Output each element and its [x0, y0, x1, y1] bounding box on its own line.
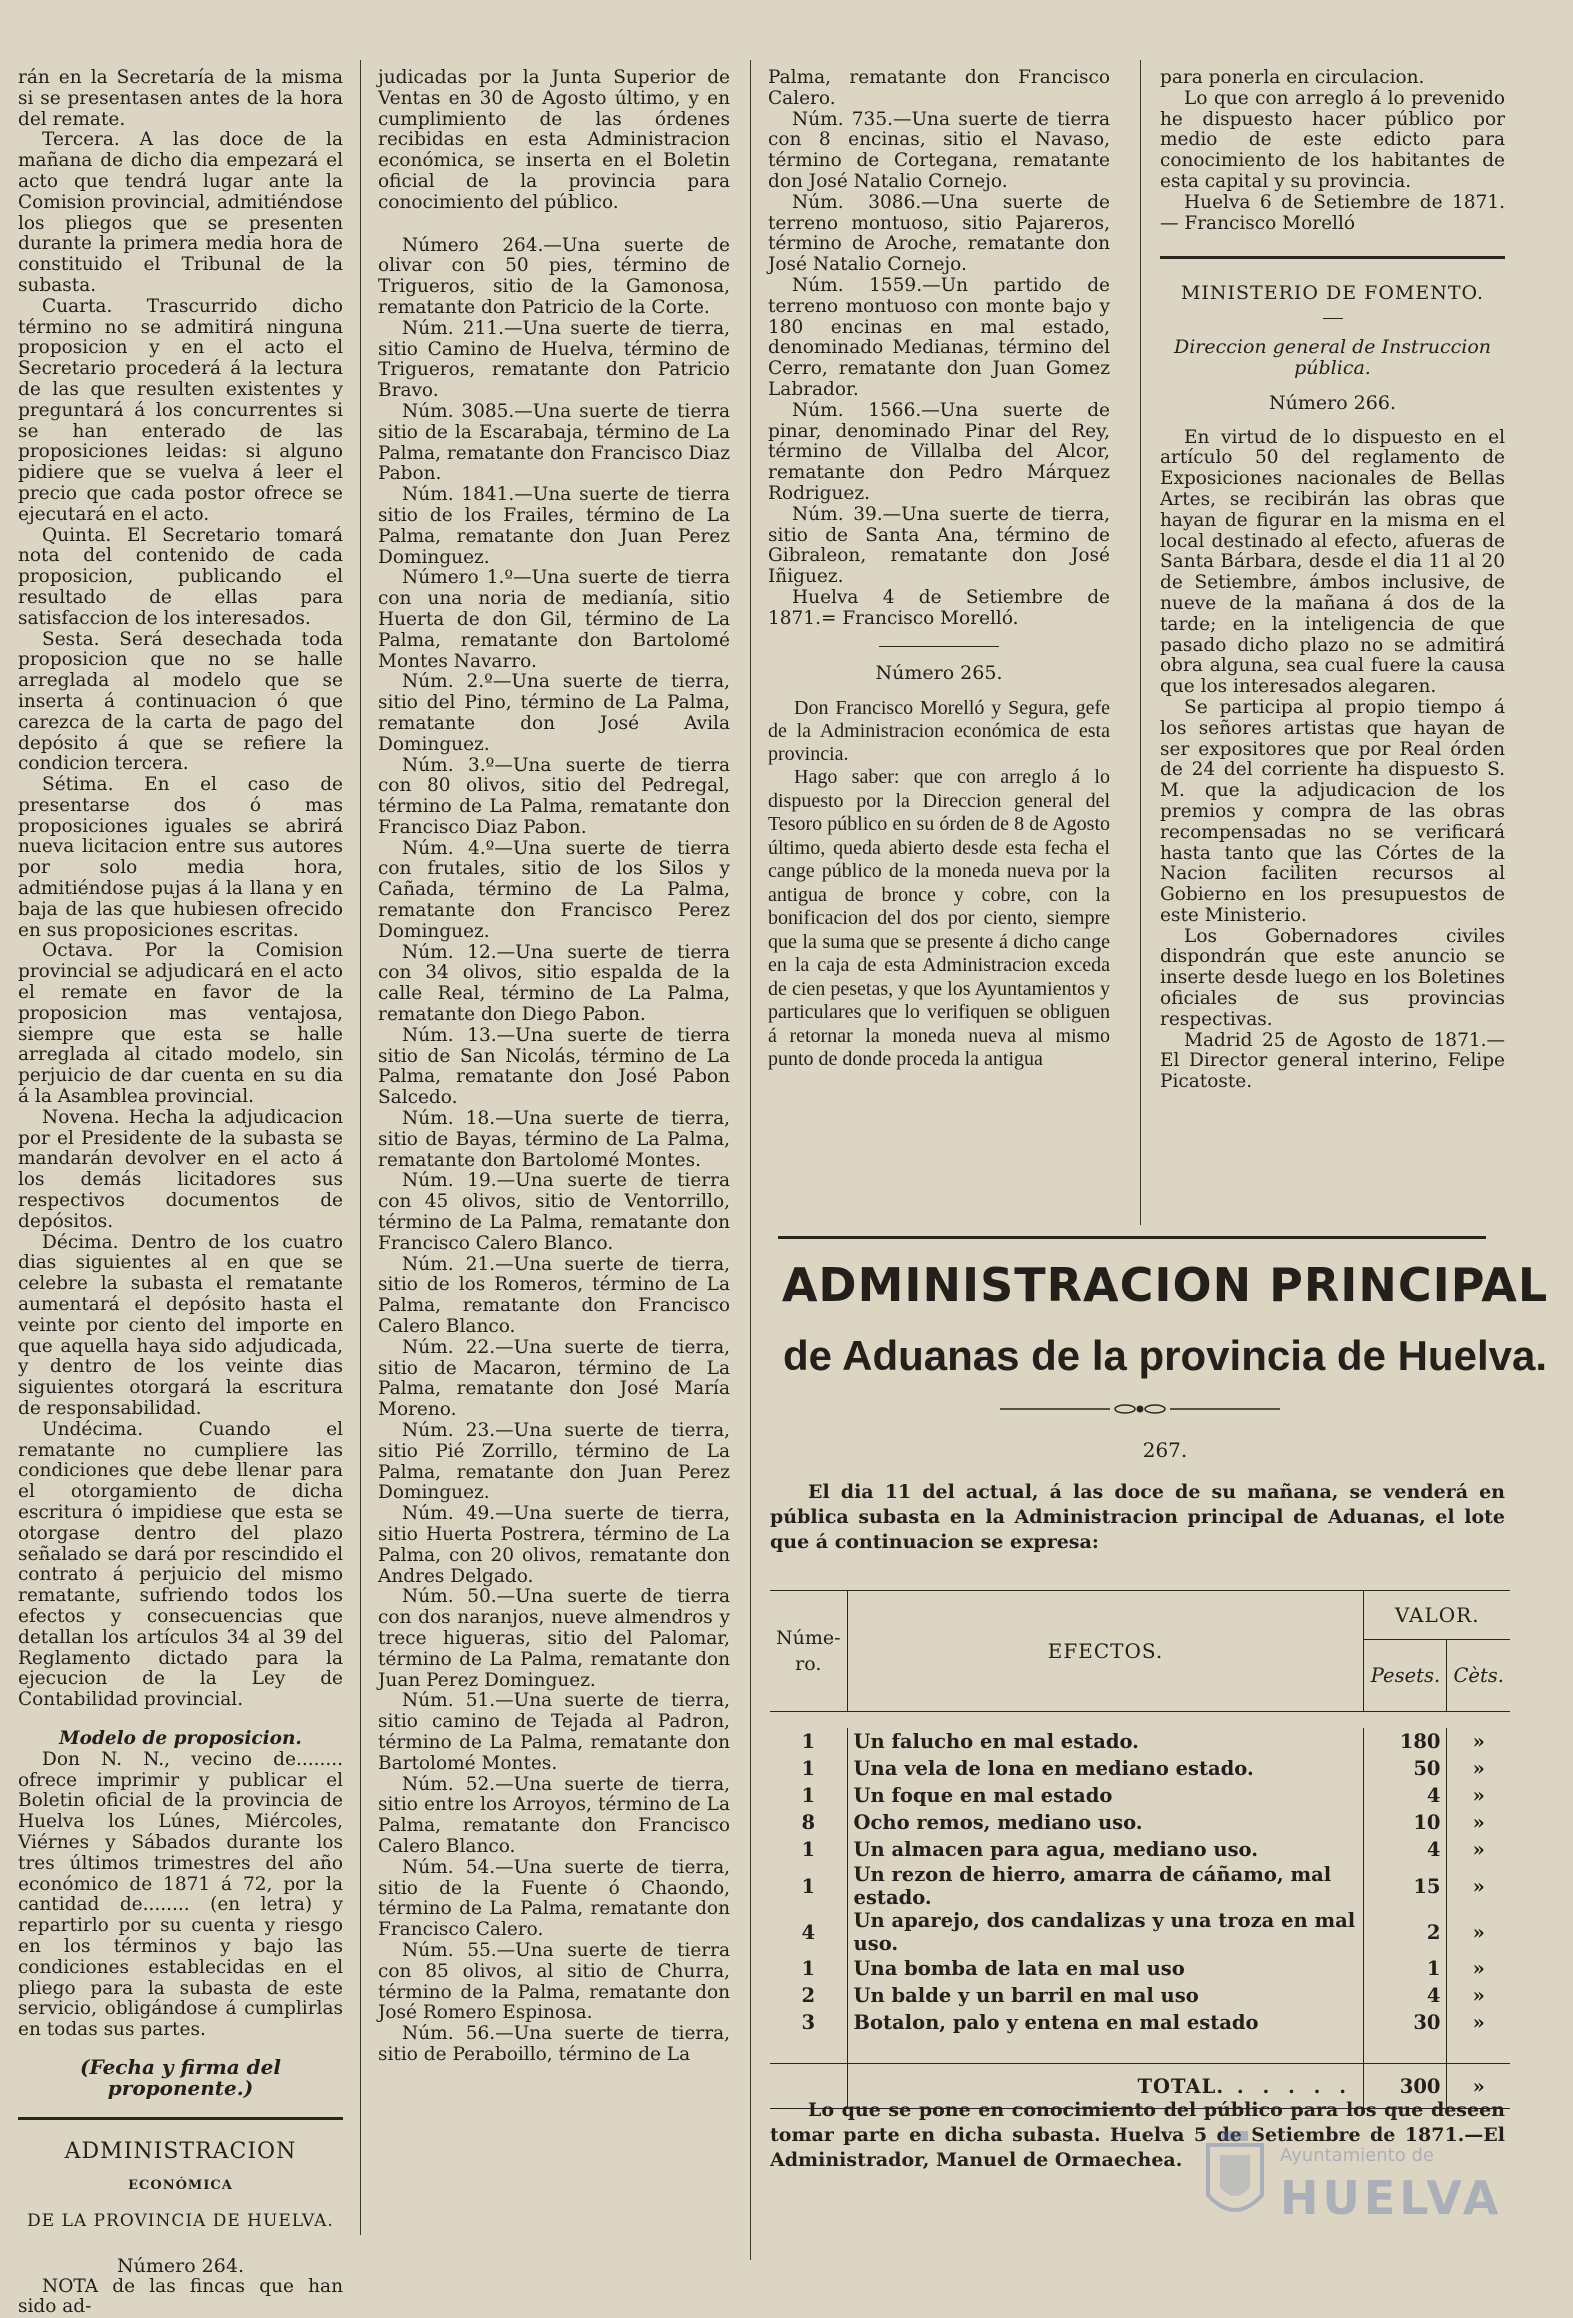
direction-heading: Direccion general de Instruccion pública.	[1173, 336, 1492, 379]
lot-entry: Núm. 3.º—Una suerte de tierra con 80 olivos, sitio del Pedregal, término de La Palma, rematante don Francisco Diaz Pabon.	[378, 754, 730, 838]
item-pesetas: 10	[1364, 1809, 1447, 1836]
item-pesetas: 2	[1364, 1909, 1447, 1955]
lot-entry: Núm. 12.—Una suerte de tierra con 34 olivos, sitio espalda de la calle Real, término de La Palma, rematante don Diego Pabon.	[378, 941, 730, 1026]
notice-number: Número 266.	[1269, 391, 1396, 414]
section-rule	[18, 2117, 343, 2120]
item-cts: »	[1447, 1863, 1510, 1909]
item-number: 4	[801, 1920, 816, 1944]
column-rule	[750, 60, 751, 2260]
section-rule	[1160, 256, 1505, 259]
item-cts: »	[1447, 1728, 1510, 1755]
item-number: 8	[801, 1811, 816, 1834]
lot-entry: Núm. 13.—Una suerte de tierra sitio de San Nicolás, término de La Palma, rematante don José Pabon Salcedo.	[378, 1024, 730, 1109]
item-description: Un rezon de hierro, amarra de cáñamo, mal estado.	[847, 1863, 1364, 1909]
model-title: Modelo de proposicion.	[59, 1727, 302, 1749]
lot-entry: Núm. 2.º—Una suerte de tierra, sitio del Pino, término de La Palma, rematante don José Avila Dominguez.	[378, 671, 730, 755]
item-description: Una vela de lona en mediano estado.	[847, 1755, 1364, 1782]
customs-subtitle: de Aduanas de la provincia de Huelva.	[782, 1332, 1548, 1379]
item-pesetas: 30	[1364, 2009, 1447, 2036]
total-pesetas: 300	[1364, 2064, 1447, 2109]
lot-entry: Núm. 211.—Una suerte de tierra, sitio Camino de Huelva, término de Trigueros, rematante don Patricio Bravo.	[378, 317, 730, 402]
item-number: 1	[801, 1874, 816, 1898]
lot-entry: Número 1.º—Una suerte de tierra con una noria de medianía, sitio Huerta de don Gil, término de La Palma, rematante don Bartolomé Montes Navarro.	[378, 567, 730, 672]
item-cts: »	[1447, 1782, 1510, 1809]
lot-entry: Núm. 3085.—Una suerte de tierra sitio de la Escarabaja, término de La Palma, rematante don Francisco Diaz Pabon.	[378, 400, 730, 485]
model-text: Don N. N., vecino de........ ofrece imprimir y publicar el Boletin oficial de la provincia de Huelva los Lúnes, Miércoles, Viérnes y Sábados durante los tres últimos trimestres del año económico de 1871 á 72, por la cantidad de........ (en letra) y repartirlo por su cuenta y riesgo en los términos y bajo las condiciones establecidas en el pliego para la subasta de este servicio, obligándose á cumplirlas en todas sus partes.	[18, 1748, 343, 2041]
lot-entry: Núm. 22.—Una suerte de tierra, sitio de Macaron, término de La Palma, rematante don José María Moreno.	[378, 1336, 730, 1421]
column-4	[1160, 68, 1505, 1093]
intro-text: El dia 11 del actual, á las doce de su mañana, se venderá en pública subasta en la Administracion principal de Aduanas, el lote que á continuacion se expresa:	[770, 1481, 1505, 1553]
item-description: Un falucho en mal estado.	[847, 1728, 1364, 1755]
lot-entry: Núm. 4.º—Una suerte de tierra con frutales, sitio de los Silos y Cañada, término de La Palma, rematante don Francisco Perez Dominguez.	[378, 837, 730, 942]
column-3	[768, 68, 1110, 1072]
paragraph: Tercera. A las doce de la mañana de dicho dia empezará el acto que tendrá lugar ante la Comision provincial, admitiéndose los pliegos que se presenten durante la primera media hora de constituido el Tribunal de la subasta.	[18, 129, 343, 296]
header-valor: VALOR.	[1364, 1591, 1510, 1640]
lot-entry: Núm. 3086.—Una suerte de terreno montuoso, sitio Pajareros, término de Aroche, rematante don José Natalio Cornejo.	[768, 191, 1110, 276]
model-signature: (Fecha y firma del proponente.)	[80, 2054, 281, 2100]
customs-intro	[770, 1480, 1505, 1555]
lot-entry: Núm. 18.—Una suerte de tierra, sitio de Bayas, término de La Palma, rematante don Bartolomé Montes.	[378, 1108, 730, 1171]
paragraph: Cuarta. Trascurrido dicho término no se admitirá ninguna proposicion y en el acto el Secretario procederá á la lectura de las que resulten existentes y preguntará á los concurrentes si se han enterado de las proposiciones leidas: si alguno pidiere que se vuelva á leer el precio que cada postor ofrece se ejecutará en el acto.	[18, 295, 343, 525]
lot-entry: Núm. 55.—Una suerte de tierra con 85 olivos, al sitio de Churra, término de la Palma, rematante don José Romero Espinosa.	[378, 1939, 730, 2024]
table-row	[770, 1782, 1510, 1809]
separator	[1323, 318, 1343, 319]
column-rule	[1140, 60, 1141, 1225]
table-header-row	[770, 1591, 1510, 1640]
item-cts: »	[1447, 2009, 1510, 2036]
lot-entry: Núm. 54.—Una suerte de tierra, sitio de la Fuente ó Chaondo, término de La Palma, rematante don Francisco Calero.	[378, 1856, 730, 1941]
table-row	[770, 1909, 1510, 1955]
item-pesetas: 50	[1364, 1755, 1447, 1782]
item-number: 1	[801, 1784, 816, 1807]
item-pesetas: 180	[1364, 1728, 1447, 1755]
lot-entry: Núm. 21.—Una suerte de tierra, sitio de los Romeros, término de La Palma, rematante don Francisco Calero Blanco.	[378, 1253, 730, 1338]
item-description: Un aparejo, dos candalizas y una troza en mal uso.	[847, 1909, 1364, 1955]
ministry-heading: MINISTERIO DE FOMENTO.	[1180, 282, 1485, 305]
item-description: Ocho remos, mediano uso.	[847, 1809, 1364, 1836]
customs-title: ADMINISTRACION PRINCIPAL	[781, 1258, 1549, 1312]
signature: Huelva 4 de Setiembre de 1871.= Francisco Morelló.	[768, 586, 1110, 629]
item-cts: »	[1447, 1836, 1510, 1863]
table-row	[770, 1863, 1510, 1909]
item-number: 1	[801, 1957, 816, 1980]
item-number: 2	[801, 1984, 816, 2007]
item-pesetas: 4	[1364, 1982, 1447, 2009]
goods-table-body	[770, 1712, 1510, 2064]
crest-icon	[1200, 2125, 1270, 2235]
signature: Huelva 6 de Setiembre de 1871. — Francisco Morelló	[1160, 191, 1505, 234]
item-pesetas: 15	[1364, 1863, 1447, 1909]
notice-number: Número 264.	[117, 2254, 244, 2277]
paragraph: para ponerla en circulacion.	[1160, 67, 1425, 88]
lot-entry: Núm. 1841.—Una suerte de tierra sitio de los Frailes, término de La Palma, rematante don Juan Perez Dominguez.	[378, 484, 730, 568]
item-number: 3	[801, 2011, 816, 2034]
header-numero: Núme-ro.	[770, 1591, 847, 1712]
ornament-divider	[1000, 1402, 1280, 1416]
goods-table	[770, 1590, 1510, 2109]
lot-entry: Núm. 56.—Una suerte de tierra, sitio de Peraboillo, término de La	[378, 2023, 730, 2065]
table-row	[770, 1809, 1510, 1836]
header-efectos: EFECTOS.	[847, 1591, 1364, 1712]
lot-entry: Núm. 19.—Una suerte de tierra con 45 olivos, sitio de Ventorrillo, término de La Palma, rematante don Francisco Calero Blanco.	[378, 1170, 730, 1254]
notice-number: Número 265.	[875, 661, 1003, 684]
admin-heading: ADMINISTRACION	[64, 2138, 297, 2164]
paragraph: Octava. Por la Comision provincial se adjudicará en el acto el remate en favor de la proposicion mas ventajosa, siempre que esta se halle arreglada al citado modelo, sin perjuicio de dar cuenta en su dia á la Asamblea provincial.	[18, 940, 343, 1108]
item-description: Un almacen para agua, mediano uso.	[847, 1836, 1364, 1863]
item-cts: »	[1447, 1909, 1510, 1955]
column-1	[18, 68, 343, 2318]
paragraph: judicadas por la Junta Superior de Ventas en 30 de Agosto último, y en cumplimiento de las órdenes recibidas en esta Administracion económica, se inserta en el Boletin oficial de la provincia para conocimiento del público.	[378, 67, 730, 213]
item-cts: »	[1447, 1809, 1510, 1836]
item-description: Un balde y un barril en mal uso	[847, 1982, 1364, 2009]
total-label: TOTAL.	[1137, 2074, 1225, 2098]
total-cts: »	[1447, 2064, 1510, 2109]
lot-entry: Número 264.—Una suerte de olivar con 50 pies, término de Trigueros, sitio de la Gamonosa, rematante don Patricio de la Corte.	[378, 234, 730, 318]
signature: Madrid 25 de Agosto de 1871.—El Director general interino, Felipe Picatoste.	[1160, 1029, 1505, 1093]
paragraph: Sétima. En el caso de presentarse dos ó mas proposiciones iguales se abrirá nueva licitacion entre sus autores por solo media hora, admitiéndose pujas á la llana y en baja de las que hubiesen ofrecido en sus proposiciones escritas.	[18, 774, 343, 941]
table-row	[770, 1982, 1510, 2009]
watermark-line2: HUELVA	[1280, 2171, 1503, 2225]
item-number: 1	[801, 1730, 816, 1753]
item-cts: »	[1447, 1755, 1510, 1782]
header-centimos: Cèts.	[1447, 1640, 1510, 1712]
total-cell: TOTAL. . . . . .	[847, 2064, 1364, 2109]
paragraph: Los Gobernadores civiles dispondrán que este anuncio se inserte desde luego en los Boletines oficiales de sus provincias respectivas.	[1160, 925, 1505, 1030]
table-row	[770, 1755, 1510, 1782]
paragraph: rán en la Secretaría de la misma si se presentasen antes de la hora del remate.	[18, 67, 343, 130]
table-row	[770, 2009, 1510, 2036]
paragraph: Undécima. Cuando el rematante no cumpliere las condiciones que debe llenar para el otorgamiento de dicha escritura ó impidiese que esta se otorgase dentro del plazo señalado se dará por rescindido el contrato á perjuicio del mismo rematante, sufriendo todos los efectos y consecuencias que detallan los artículos 34 al 39 del Reglamento dictado para la ejecucion de la Ley de Contabilidad provincial.	[18, 1418, 343, 1711]
lot-entry: Núm. 50.—Una suerte de tierra con dos naranjos, nueve almendros y trece higueras, sitio del Palomar, término de La Palma, rematante don Juan Perez Dominguez.	[378, 1586, 730, 1691]
table-row	[770, 1955, 1510, 1982]
table-row	[770, 1836, 1510, 1863]
item-pesetas: 1	[1364, 1955, 1447, 1982]
item-cts: »	[1447, 1982, 1510, 2009]
paragraph: Palma, rematante don Francisco Calero.	[768, 67, 1110, 109]
section-rule	[778, 1236, 1486, 1239]
lot-entry: Núm. 51.—Una suerte de tierra, sitio camino de Tejada al Padron, término de La Palma, rematante don Bartolomé Montes.	[378, 1690, 730, 1774]
item-pesetas: 4	[1364, 1836, 1447, 1863]
paragraph: Quinta. El Secretario tomará nota del contenido de cada proposicion, publicando el resultado de ellas para satisfaccion de los interesados.	[18, 524, 343, 629]
item-number: 1	[801, 1757, 816, 1780]
paragraph: Lo que con arreglo á lo prevenido he dispuesto hacer público por medio de este edicto para conocimiento de los habitantes de esta capital y su provincia.	[1160, 87, 1505, 192]
table-row	[770, 1728, 1510, 1755]
header-pesetas: Pesets.	[1364, 1640, 1447, 1712]
item-number: 1	[801, 1838, 816, 1861]
lot-entry: Núm. 735.—Una suerte de tierra con 8 encinas, sitio el Navaso, término de Cortegana, rematante don José Natalio Cornejo.	[768, 108, 1110, 192]
item-pesetas: 4	[1364, 1782, 1447, 1809]
lot-entry: Núm. 23.—Una suerte de tierra, sitio Pié Zorrillo, término de La Palma, rematante don Juan Perez Dominguez.	[378, 1420, 730, 1504]
lot-entry: Núm. 52.—Una suerte de tierra, sitio entre los Arroyos, término de La Palma, rematante don Francisco Calero Blanco.	[378, 1773, 730, 1857]
watermark-line1: Ayuntamiento de	[1280, 2145, 1434, 2166]
paragraph: En virtud de lo dispuesto en el artículo 50 del reglamento de Exposiciones nacionales de Bellas Artes, se recibirán las obras que hayan de figurar en la misma en el local destinado al efecto, afueras de Santa Bárbara, desde el dia 11 al 20 de Setiembre, ámbos inclusive, de nueve de la mañana á dos de la tarde; en la inteligencia de que pasado dicho plazo no se admitirá obra alguna, sea cual fuere la causa que los interesados alegaren.	[1160, 426, 1505, 698]
column-rule	[360, 60, 361, 2235]
item-description: Un foque en mal estado	[847, 1782, 1364, 1809]
item-cts: »	[1447, 1955, 1510, 1982]
notice-lead: Don Francisco Morelló y Segura, gefe de la Administracion económica de esta provincia.	[768, 697, 1110, 766]
item-description: Botalon, palo y entena en mal estado	[847, 2009, 1364, 2036]
item-description: Una bomba de lata en mal uso	[847, 1955, 1364, 1982]
separator	[879, 646, 999, 647]
paragraph: Sesta. Será desechada toda proposicion que no se halle arreglada al modelo que se inserta á continuacion ó que carezca de la carta de pago del depósito á que se refiere la condicion tercera.	[18, 628, 343, 775]
notice-number: 267.	[1142, 1438, 1188, 1462]
admin-province: DE LA PROVINCIA DE HUELVA.	[27, 2211, 334, 2232]
footer-text: Lo que se pone en conocimiento del público para los que deseen tomar parte en dicha subasta. Huelva 5 de Setiembre de 1871.—El Administrador, Manuel de Ormaechea.	[770, 2099, 1505, 2171]
admin-subheading: ECONÓMICA	[128, 2178, 233, 2194]
paragraph: Décima. Dentro de los cuatro dias siguientes al en que se celebre la subasta el rematante aumentará el depósito hasta el veinte por ciento del importe en que aquella haya sido adjudicada, y dentro de los veinte dias siguientes otorgará la escritura de responsabilidad.	[18, 1231, 343, 1419]
lot-entry: Núm. 49.—Una suerte de tierra, sitio Huerta Postrera, término de La Palma, con 20 olivos, rematante don Andres Delgado.	[378, 1503, 730, 1587]
lot-entry: Núm. 39.—Una suerte de tierra, sitio de Santa Ana, término de Gibraleon, rematante don José Iñiguez.	[768, 503, 1110, 588]
paragraph: Novena. Hecha la adjudicacion por el Presidente de la subasta se mandarán devolver en el acto á los demás licitadores sus respectivos documentos de depósitos.	[18, 1106, 343, 1232]
lot-entry: Núm. 1566.—Una suerte de pinar, denominado Pinar del Rey, término de Villalba del Alcor, rematante don Pedro Márquez Rodriguez.	[768, 399, 1110, 504]
paragraph: Se participa al propio tiempo á los señores artistas que hayan de ser expositores que por Real órden de 24 del corriente ha dispuesto S. M. que la adjudicacion de los premios y compra de las obras recompensadas no se verificará hasta tanto que las Córtes de la Nacion faciliten recursos al Gobierno en los presupuestos de este Ministerio.	[1160, 696, 1505, 926]
watermark	[1200, 2125, 1530, 2245]
notice-body: Hago saber: que con arreglo á lo dispuesto por la Direccion general del Tesoro público en su órden de 8 de Agosto último, queda abierto desde esta fecha el cange público de la moneda nueva por la antigua de bronce y cobre, con la bonificacion del dos por ciento, siempre que la suma que se presente á dicho cange en la caja de esta Administracion exceda de cien pesetas, y que los Ayuntamientos y particulares que lo verifiquen se obliguen á retornar la moneda nueva al mismo punto de donde proceda la antigua	[768, 766, 1110, 1071]
lot-entry: Núm. 1559.—Un partido de terreno montuoso con monte bajo y 180 encinas en mal estado, denominado Medianas, término del Cerro, rematante don Juan Gomez Labrador.	[768, 274, 1110, 400]
paragraph: NOTA de las fincas que han sido ad-	[18, 2275, 343, 2318]
column-2	[378, 68, 730, 2066]
